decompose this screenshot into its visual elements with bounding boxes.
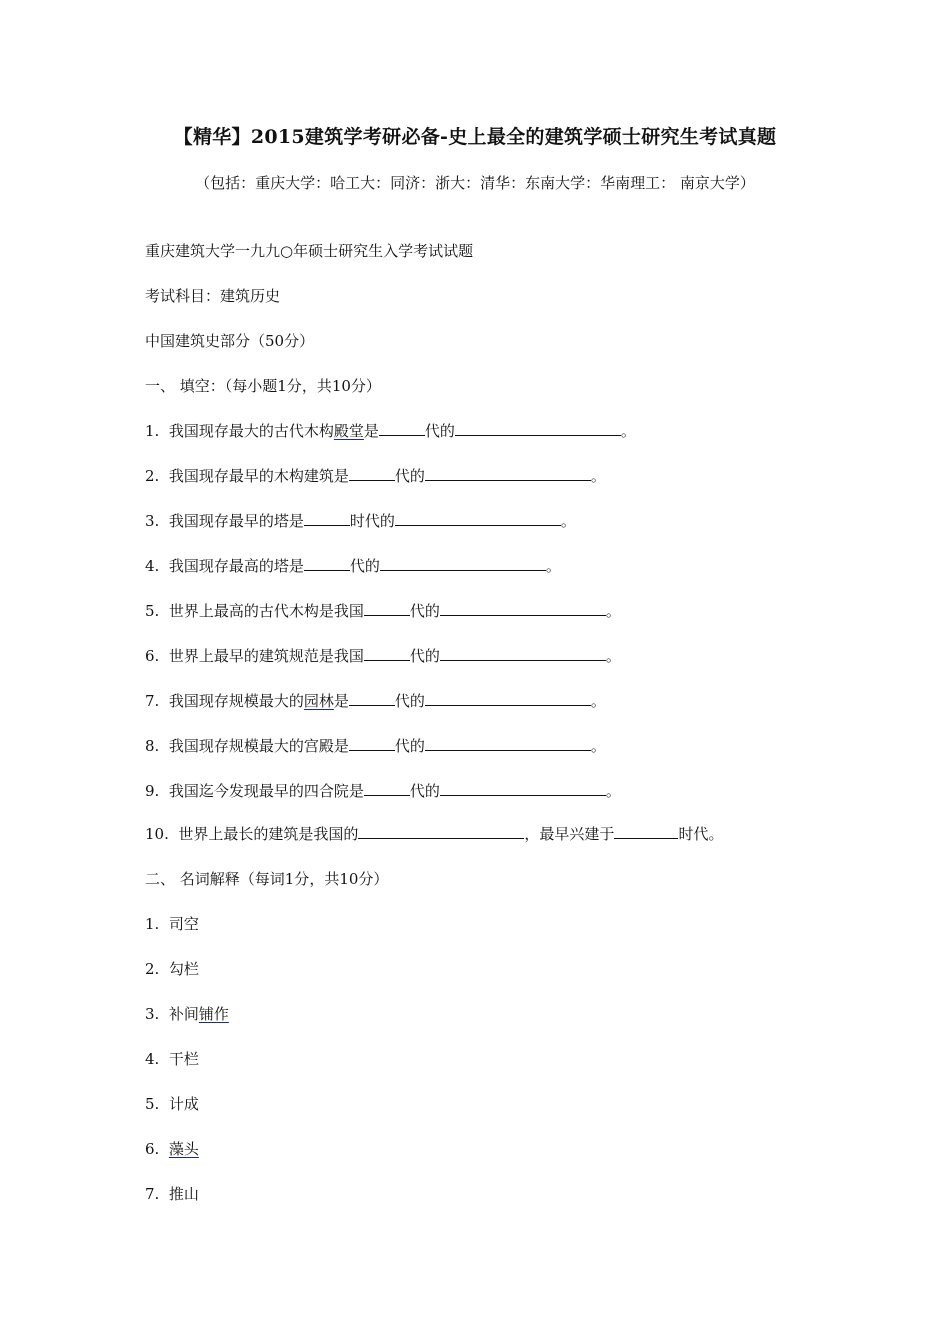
- answer-blank: [364, 601, 410, 616]
- answer-blank: [614, 824, 678, 839]
- item-text: 我国现存最早的塔是: [168, 512, 304, 530]
- item-number: 7.: [145, 1185, 160, 1203]
- answer-blank: [425, 691, 591, 706]
- item-text: 时代的: [349, 512, 395, 530]
- fill-in-item: [145, 736, 606, 756]
- item-text: 世界上最长的建筑是我国的: [178, 825, 359, 843]
- item-text: 我国现存规模最大的宫殿是: [168, 737, 349, 755]
- fill-in-item: [145, 466, 606, 486]
- fill-in-item-10: [145, 824, 723, 844]
- section2-heading: 二、 名词解释（每词1分，共10分）: [145, 870, 389, 888]
- item-text: 是: [333, 692, 349, 710]
- term-text: 推山: [168, 1185, 199, 1203]
- exam-title: 重庆建筑大学一九九○年硕士研究生入学考试试题: [145, 242, 474, 260]
- item-number: 1.: [145, 422, 160, 440]
- term-text: 司空: [168, 915, 199, 933]
- item-number: 10.: [145, 825, 169, 843]
- term-item: [145, 1004, 229, 1024]
- term-item: [145, 914, 199, 934]
- fill-in-item: [145, 421, 636, 441]
- item-end: 。: [605, 602, 621, 620]
- answer-blank: [380, 556, 546, 571]
- item-text: 我国现存最大的古代木构: [168, 422, 334, 440]
- item-end: 。: [605, 647, 621, 665]
- term-text: 计成: [168, 1095, 199, 1113]
- answer-blank: [349, 691, 395, 706]
- answer-blank: [455, 421, 621, 436]
- item-number: 4.: [145, 1050, 160, 1068]
- term-text: 勾栏: [168, 960, 199, 978]
- answer-blank: [349, 466, 395, 481]
- item-text: 代的: [424, 422, 455, 440]
- answer-blank: [425, 466, 591, 481]
- term-text: 干栏: [168, 1050, 199, 1068]
- item-text: 代的: [409, 602, 440, 620]
- fill-in-item: [145, 646, 621, 666]
- item-text: 我国迄今发现最早的四合院是: [168, 782, 364, 800]
- item-end: 。: [605, 782, 621, 800]
- item-text: ，最早兴建于: [524, 825, 615, 843]
- item-text: 时代。: [678, 825, 724, 843]
- item-end: 。: [560, 512, 576, 530]
- item-number: 5.: [145, 1095, 160, 1113]
- item-text: 我国现存最高的塔是: [168, 557, 304, 575]
- item-number: 3.: [145, 512, 160, 530]
- term-link[interactable]: 殿堂: [333, 422, 364, 440]
- item-number: 5.: [145, 602, 160, 620]
- term-text: 补间: [168, 1005, 199, 1023]
- item-end: 。: [590, 467, 606, 485]
- item-text: 是: [363, 422, 379, 440]
- item-number: 2.: [145, 467, 160, 485]
- document-subtitle: （包括：重庆大学：哈工大：同济：浙大：清华：东南大学：华南理工： 南京大学）: [195, 174, 755, 192]
- item-text: 代的: [394, 737, 425, 755]
- fill-in-item: [145, 601, 621, 621]
- item-text: 代的: [394, 692, 425, 710]
- term-item: [145, 1049, 199, 1069]
- item-text: 代的: [394, 467, 425, 485]
- answer-blank: [395, 511, 561, 526]
- item-number: 1.: [145, 915, 160, 933]
- item-number: 7.: [145, 692, 160, 710]
- term-item: [145, 1094, 199, 1114]
- section1-heading: 一、 填空：（每小题1分，共10分）: [145, 377, 381, 395]
- item-text: 世界上最高的古代木构是我国: [168, 602, 364, 620]
- item-number: 9.: [145, 782, 160, 800]
- item-end: 。: [620, 422, 636, 440]
- term-link[interactable]: 园林: [303, 692, 334, 710]
- answer-blank: [349, 736, 395, 751]
- answer-blank: [425, 736, 591, 751]
- item-number: 2.: [145, 960, 160, 978]
- item-end: 。: [545, 557, 561, 575]
- term-item: [145, 1184, 199, 1204]
- item-text: 代的: [409, 647, 440, 665]
- answer-blank: [304, 556, 350, 571]
- item-text: 我国现存最早的木构建筑是: [168, 467, 349, 485]
- answer-blank: [364, 781, 410, 796]
- term-item: [145, 959, 199, 979]
- item-text: 我国现存规模最大的: [168, 692, 304, 710]
- term-link[interactable]: 藻头: [168, 1140, 199, 1158]
- item-number: 6.: [145, 647, 160, 665]
- answer-blank: [440, 781, 606, 796]
- fill-in-item: [145, 511, 576, 531]
- term-link[interactable]: 铺作: [198, 1005, 229, 1023]
- item-end: 。: [590, 692, 606, 710]
- answer-blank: [440, 601, 606, 616]
- item-end: 。: [590, 737, 606, 755]
- item-number: 4.: [145, 557, 160, 575]
- answer-blank: [358, 824, 524, 839]
- item-text: 代的: [349, 557, 380, 575]
- item-number: 6.: [145, 1140, 160, 1158]
- exam-subject: 考试科目：建筑历史: [145, 287, 281, 305]
- fill-in-item: [145, 781, 621, 801]
- item-number: 3.: [145, 1005, 160, 1023]
- part-heading: 中国建筑史部分（50分）: [145, 332, 315, 350]
- item-text: 世界上最早的建筑规范是我国: [168, 647, 364, 665]
- term-item: [145, 1139, 199, 1159]
- fill-in-item: [145, 691, 606, 711]
- answer-blank: [379, 421, 425, 436]
- item-number: 8.: [145, 737, 160, 755]
- answer-blank: [304, 511, 350, 526]
- fill-in-item: [145, 556, 561, 576]
- answer-blank: [440, 646, 606, 661]
- item-text: 代的: [409, 782, 440, 800]
- answer-blank: [364, 646, 410, 661]
- document-title: 【精华】2015建筑学考研必备-史上最全的建筑学硕士研究生考试真题: [173, 126, 777, 148]
